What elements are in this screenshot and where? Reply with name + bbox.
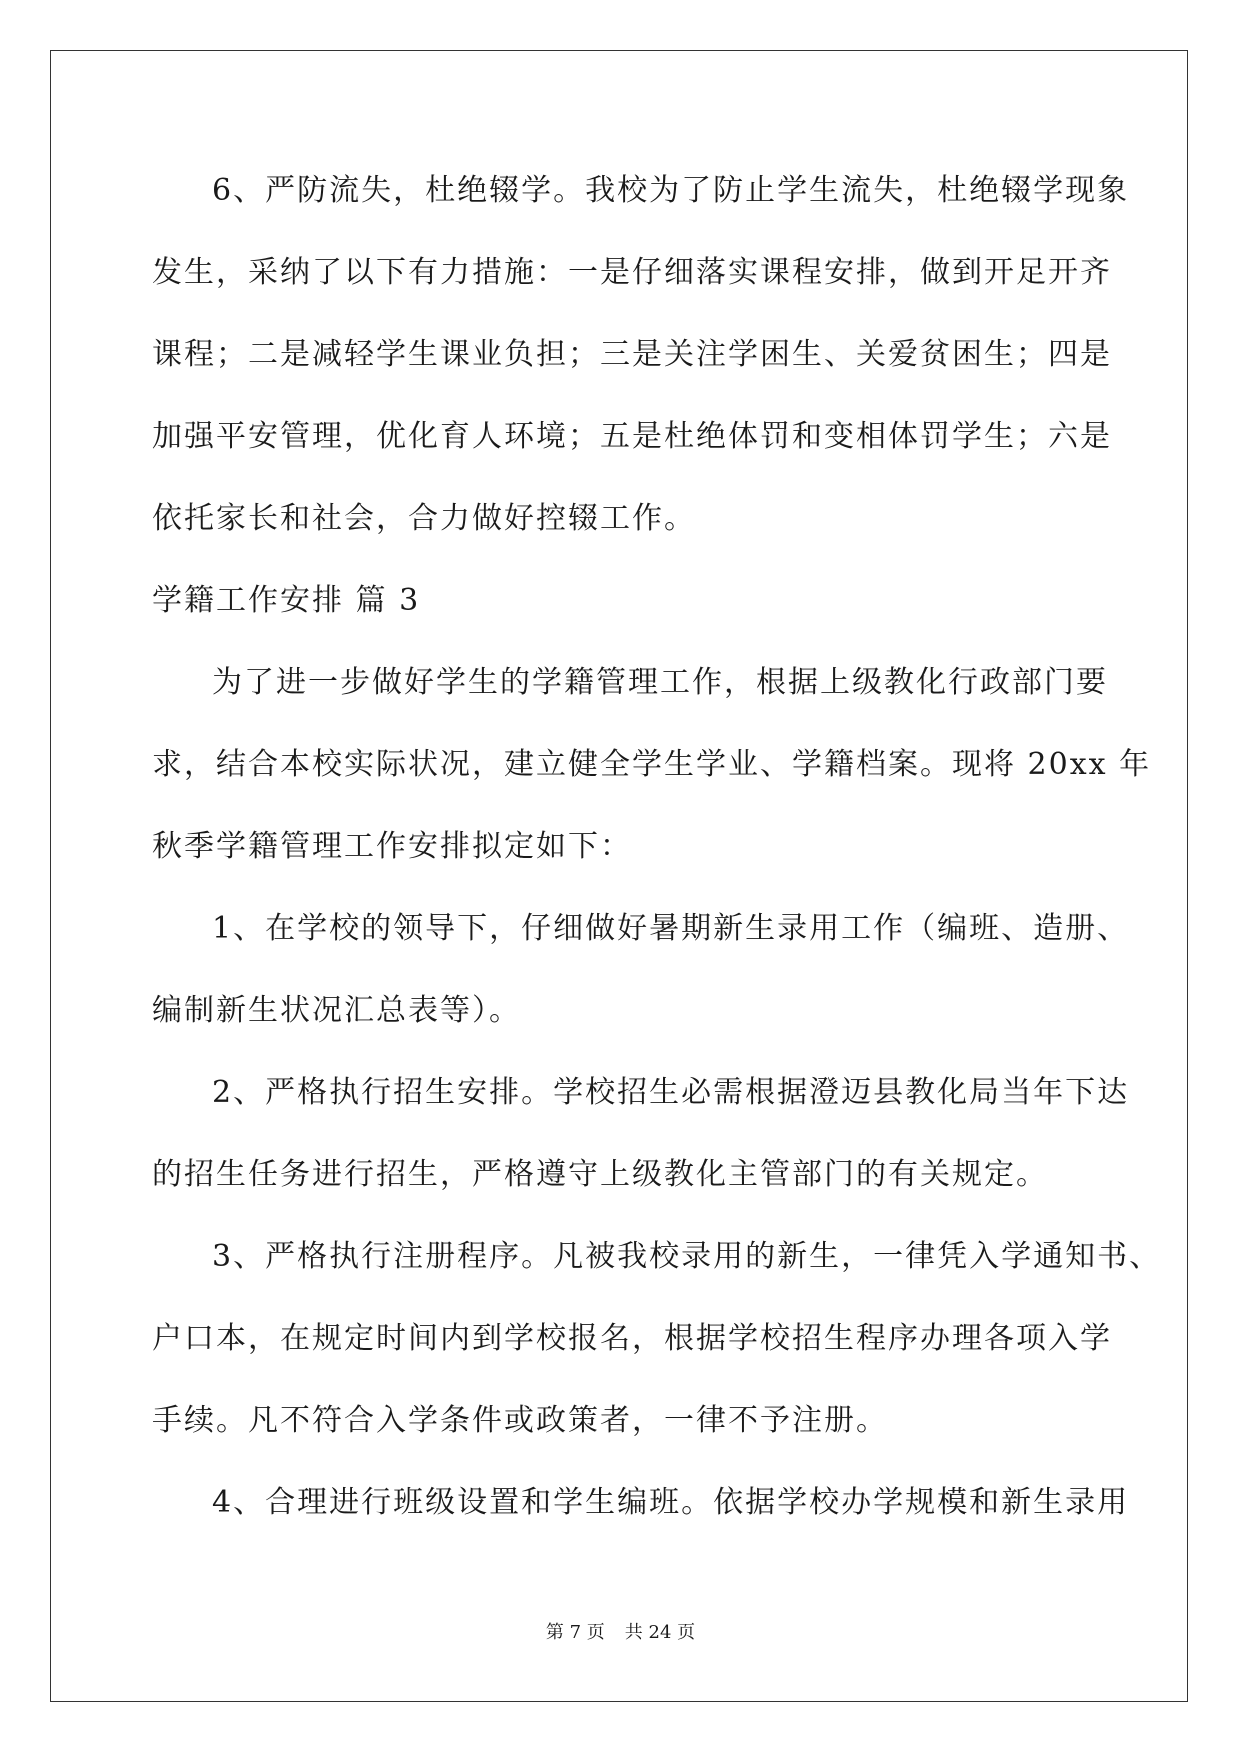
paragraph-line: 4、合理进行班级设置和学生编班。依据学校办学规模和新生录用: [212, 1485, 1130, 1520]
paragraph-line: 课程；二是减轻学生课业负担；三是关注学困生、关爱贫困生；四是: [152, 337, 1112, 372]
paragraph-line: 求，结合本校实际状况，建立健全学生学业、学籍档案。现将 20xx 年: [152, 747, 1152, 782]
paragraph-line: 1、在学校的领导下，仔细做好暑期新生录用工作（编班、造册、: [212, 911, 1130, 946]
document-body: [152, 150, 1162, 1544]
paragraph-line: 加强平安管理，优化育人环境；五是杜绝体罚和变相体罚学生；六是: [152, 419, 1112, 454]
section-heading: 学籍工作安排 篇 3: [152, 583, 421, 618]
paragraph-line: 手续。凡不符合入学条件或政策者，一律不予注册。: [152, 1403, 888, 1438]
paragraph-line: 户口本，在规定时间内到学校报名，根据学校招生程序办理各项入学: [152, 1321, 1112, 1356]
paragraph-line: 秋季学籍管理工作安排拟定如下：: [152, 829, 632, 864]
paragraph-line: 编制新生状况汇总表等）。: [152, 993, 521, 1028]
paragraph-line: 的招生任务进行招生，严格遵守上级教化主管部门的有关规定。: [152, 1157, 1048, 1192]
paragraph-line: 为了进一步做好学生的学籍管理工作，根据上级教化行政部门要: [212, 665, 1108, 700]
page-footer: [0, 1618, 1241, 1644]
paragraph-line: 2、严格执行招生安排。学校招生必需根据澄迈县教化局当年下达: [212, 1075, 1130, 1110]
total-page-count: 共 24 页: [624, 1622, 696, 1643]
paragraph-line: 发生，采纳了以下有力措施：一是仔细落实课程安排，做到开足开齐: [152, 255, 1112, 290]
current-page-number: 第 7 页: [545, 1622, 605, 1643]
paragraph-line: 6、严防流失，杜绝辍学。我校为了防止学生流失，杜绝辍学现象: [212, 173, 1130, 208]
paragraph-line: 依托家长和社会，合力做好控辍工作。: [152, 501, 696, 536]
paragraph-line: 3、严格执行注册程序。凡被我校录用的新生，一律凭入学通知书、: [212, 1239, 1162, 1274]
